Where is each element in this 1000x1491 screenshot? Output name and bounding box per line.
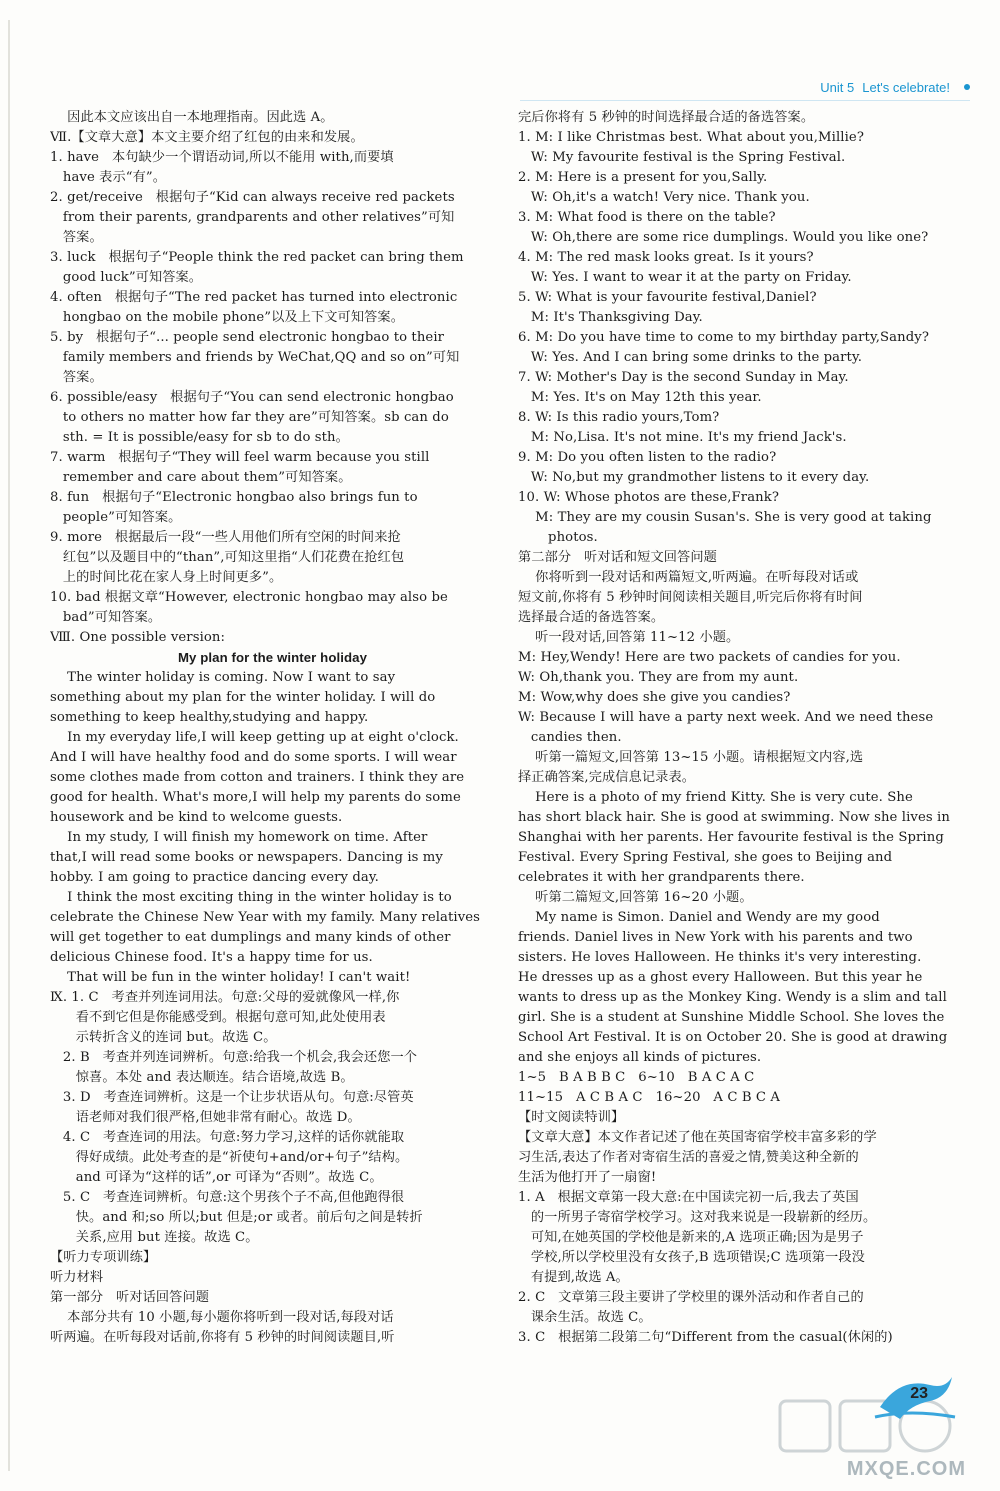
text-line: girl. She is a student at Sunshine Middle School. She loves the — [518, 1010, 945, 1025]
text-line: 5. W: What is your favourite festival,Daniel? — [518, 290, 817, 305]
text-line: My name is Simon. Daniel and Wendy are my good — [518, 910, 880, 925]
text-line: housework and be kind to welcome guests. — [50, 810, 343, 825]
text-line: 【听力专项训练】 — [50, 1250, 157, 1265]
text-line: has short black hair. She is good at swimming. Now she lives in — [518, 810, 950, 825]
text-line: and she enjoys all kinds of pictures. — [518, 1050, 762, 1065]
text-line: 课余生活。故选 C。 — [518, 1310, 652, 1325]
text-line: M: Hey,Wendy! Here are two packets of candies for you. — [518, 650, 901, 665]
text-line: 1~5 B A B B C 6~10 B A C A C — [518, 1070, 755, 1085]
text-line: and 可译为“这样的话”,or 可译为“否则”。故选 C。 — [50, 1170, 383, 1185]
text-line: something about my plan for the winter holiday. I will do — [50, 690, 436, 705]
text-line: In my everyday life,I will keep getting up at eight o'clock. — [50, 730, 459, 745]
text-line: 8. fun 根据句子“Electronic hongbao also brings fun to — [50, 490, 418, 505]
text-line: sth. = It is possible/easy for sb to do sth。 — [50, 430, 349, 445]
text-line: 本部分共有 10 小题,每小题你将听到一段对话,每段对话 — [50, 1310, 394, 1325]
text-line: 得好成绩。此处考查的是“祈使句+and/or+句子”结构。 — [50, 1150, 409, 1165]
text-line: something to keep healthy,studying and happy. — [50, 710, 369, 725]
text-line: W: Yes. I want to wear it at the party on Friday. — [518, 270, 852, 285]
text-line: W: No,but my grandmother listens to it every day. — [518, 470, 870, 485]
text-line: 2. B 考查并列连词辨析。句意:给我一个机会,我会还您一个 — [50, 1050, 418, 1065]
text-line: In my study, I will finish my homework on time. After — [50, 830, 428, 845]
text-line: 4. often 根据句子“The red packet has turned into electronic — [50, 290, 458, 305]
watermark-site: MXQE.COM — [846, 1458, 966, 1480]
text-line: 你将听到一段对话和两篇短文,听两遍。在听每段对话或 — [518, 570, 859, 585]
text-line: 可知,在她英国的学校他是新来的,A 选项正确;因为是男子 — [518, 1230, 864, 1245]
text-line: 快。and 和;so 所以;but 但是;or 或者。前后句之间是转折 — [50, 1210, 423, 1225]
text-line: Ⅷ. One possible version: — [50, 630, 226, 645]
text-line: 示转折含义的连词 but。故选 C。 — [50, 1030, 277, 1045]
text-line: 1. have 本句缺少一个谓语动词,所以不能用 with,而要填 — [50, 150, 394, 165]
text-line: 学校,所以学校里没有女孩子,B 选项错误;C 选项第一段没 — [518, 1250, 865, 1265]
header-rule — [520, 100, 970, 101]
text-line: 4. C 考查连词的用法。句意:努力学习,这样的话你就能取 — [50, 1130, 405, 1145]
text-line: to others no matter how far they are”可知答案。sb can do — [50, 410, 449, 425]
text-line: 10. W: Whose photos are these,Frank? — [518, 490, 780, 505]
text-line: M: They are my cousin Susan's. She is very good at taking — [518, 510, 932, 525]
text-line: celebrates it with her grandparents there. — [518, 870, 805, 885]
text-line: 1. M: I like Christmas best. What about you,Millie? — [518, 130, 864, 145]
text-line: 4. M: The red mask looks great. Is it yours? — [518, 250, 814, 265]
text-line: Festival. Every Spring Festival, she goes to Beijing and — [518, 850, 893, 865]
right-column — [518, 108, 964, 1348]
text-line: 2. C 文章第三段主要讲了学校里的课外活动和作者自己的 — [518, 1290, 864, 1305]
text-line: 择正确答案,完成信息记录表。 — [518, 770, 696, 785]
text-line: remember and care about them”可知答案。 — [50, 470, 352, 485]
text-line: wants to dress up as the Monkey King. Wendy is a slim and tall — [518, 990, 947, 1005]
text-line: 2. get/receive 根据句子“Kid can always receive red packets — [50, 190, 455, 205]
page-edge-shadow — [8, 20, 10, 1471]
text-line: hongbao on the mobile phone”以及上下文可知答案。 — [50, 310, 404, 325]
text-line: M: Wow,why does she give you candies? — [518, 690, 791, 705]
text-line: 5. C 考查连词辨析。句意:这个男孩个子不高,但他跑得很 — [50, 1190, 405, 1205]
text-line: 的一所男子寄宿学校学习。这对我来说是一段崭新的经历。 — [518, 1210, 877, 1225]
unit-title: Let's celebrate! — [862, 79, 950, 95]
text-line: 看不到它但是你能感受到。根据句意可知,此处使用表 — [50, 1010, 386, 1025]
text-line: He dresses up as a ghost every Halloween. But this year he — [518, 970, 923, 985]
text-line: 习生活,表达了作者对寄宿生活的喜爱之情,赞美这种全新的 — [518, 1150, 859, 1165]
text-line: 11~15 A C B A C 16~20 A C B C A — [518, 1090, 781, 1105]
text-line: 上的时间比花在家人身上时间更多”。 — [50, 570, 283, 585]
text-line: My plan for the winter holiday — [177, 650, 368, 665]
text-line: 7. warm 根据句子“They will feel warm because you still — [50, 450, 430, 465]
text-line: 红包”以及题目中的“than”,可知这里指“人们花费在抢红包 — [50, 550, 405, 565]
text-line: good for health. What's more,I will help my parents do some — [50, 790, 461, 805]
text-line: friends. Daniel lives in New York with his parents and two — [518, 930, 913, 945]
text-line: 6. M: Do you have time to come to my birthday party,Sandy? — [518, 330, 929, 345]
text-line: people”可知答案。 — [50, 510, 182, 525]
text-line: from their parents, grandparents and other relatives”可知 — [50, 210, 455, 225]
text-line: W: Oh,thank you. They are from my aunt. — [518, 670, 799, 685]
text-line: School Art Festival. It is on October 20. She is good at drawing — [518, 1030, 948, 1045]
text-line: 听第二篇短文,回答第 16~20 小题。 — [518, 890, 753, 905]
text-line: W: Because I will have a party next week. And we need these — [518, 710, 934, 725]
text-line: 因此本文应该出自一本地理指南。因此选 A。 — [50, 110, 334, 125]
text-line: W: My favourite festival is the Spring Festival. — [518, 150, 846, 165]
text-line: 听两遍。在听每段对话前,你将有 5 秒钟的时间阅读题目,听 — [50, 1330, 395, 1345]
text-line: 听第一篇短文,回答第 13~15 小题。请根据短文内容,选 — [518, 750, 864, 765]
text-line: 8. W: Is this radio yours,Tom? — [518, 410, 720, 425]
text-line: M: Yes. It's on May 12th this year. — [518, 390, 762, 405]
left-column — [50, 108, 495, 1348]
text-line: 第二部分 听对话和短文回答问题 — [518, 550, 717, 565]
unit-label: Unit 5 — [820, 79, 855, 95]
text-line: bad”可知答案。 — [50, 610, 162, 625]
text-line: 第一部分 听对话回答问题 — [50, 1290, 210, 1305]
text-line: I think the most exciting thing in the winter holiday is to — [50, 890, 452, 905]
text-line: 答案。 — [50, 230, 103, 245]
text-line: 1. A 根据文章第一段大意:在中国读完初一后,我去了英国 — [518, 1190, 859, 1205]
text-line: 9. more 根据最后一段“一些人用他们所有空闲的时间来抢 — [50, 530, 401, 545]
text-line: The winter holiday is coming. Now I want to say — [50, 670, 396, 685]
text-line: 语老师对我们很严格,但她非常有耐心。故选 D。 — [50, 1110, 361, 1125]
text-line: 短文前,你将有 5 秒钟时间阅读相关题目,听完后你将有时间 — [518, 590, 863, 605]
text-line: will get together to eat dumplings and many kinds of other — [50, 930, 451, 945]
page-number: 23 — [910, 1385, 928, 1402]
text-line: 答案。 — [50, 370, 103, 385]
text-line: W: Oh,it's a watch! Very nice. Thank you. — [518, 190, 810, 205]
text-line: family members and friends by WeChat,QQ and so on”可知 — [50, 350, 460, 365]
text-line: That will be fun in the winter holiday! I can't wait! — [50, 970, 411, 985]
text-line: M: No,Lisa. It's not mine. It's my friend Jack's. — [518, 430, 847, 445]
text-line: delicious Chinese food. It's a happy time for us. — [50, 950, 373, 965]
text-line: 惊喜。本处 and 表达顺连。结合语境,故选 B。 — [50, 1070, 354, 1085]
text-line: 生活为他打开了一扇窗! — [518, 1170, 657, 1185]
text-line: 完后你将有 5 秒钟的时间选择最合适的备选答案。 — [518, 110, 815, 125]
text-line: M: It's Thanksgiving Day. — [518, 310, 703, 325]
text-line: 2. M: Here is a present for you,Sally. — [518, 170, 768, 185]
text-line: hobby. I am going to practice dancing every day. — [50, 870, 379, 885]
text-line: Ⅶ.【文章大意】本文主要介绍了红包的由来和发展。 — [50, 130, 364, 145]
text-line: that,I will read some books or newspapers. Dancing is my — [50, 850, 443, 865]
text-line: 7. W: Mother's Day is the second Sunday in May. — [518, 370, 849, 385]
text-line: Shanghai with her parents. Her favourite festival is the Spring — [518, 830, 944, 845]
text-line: 【时文阅读特训】 — [518, 1110, 625, 1125]
text-line: 10. bad 根据文章“However, electronic hongbao may also be — [50, 590, 448, 605]
header-dot-icon — [964, 84, 970, 90]
text-line: have 表示“有”。 — [50, 170, 167, 185]
text-line: some clothes made from cotton and trainers. I think they are — [50, 770, 465, 785]
text-line: sisters. He loves Halloween. He thinks it's very interesting. — [518, 950, 922, 965]
text-line: 3. luck 根据句子“People think the red packet can bring them — [50, 250, 464, 265]
text-line: 9. M: Do you often listen to the radio? — [518, 450, 777, 465]
text-line: W: Yes. And I can bring some drinks to the party. — [518, 350, 863, 365]
text-line: good luck”可知答案。 — [50, 270, 203, 285]
text-line: celebrate the Chinese New Year with my family. Many relatives — [50, 910, 481, 925]
text-line: photos. — [518, 530, 598, 545]
text-line: 听一段对话,回答第 11~12 小题。 — [518, 630, 740, 645]
text-line: 关系,应用 but 连接。故选 C。 — [50, 1230, 259, 1245]
text-line: 3. D 考查连词辨析。这是一个让步状语从句。句意:尽管英 — [50, 1090, 414, 1105]
text-line: Here is a photo of my friend Kitty. She is very cute. She — [518, 790, 913, 805]
text-line: 选择最合适的备选答案。 — [518, 610, 665, 625]
unit-header — [820, 76, 970, 98]
text-line: 3. M: What food is there on the table? — [518, 210, 776, 225]
text-line: And I will have healthy food and do some sports. I will wear — [50, 750, 457, 765]
text-line: 有提到,故选 A。 — [518, 1270, 629, 1285]
text-line: W: Oh,there are some rice dumplings. Would you like one? — [518, 230, 929, 245]
text-line: 3. C 根据第二段第二句“Different from the casual(休闲的) — [518, 1330, 893, 1345]
text-line: 6. possible/easy 根据句子“You can send electronic hongbao — [50, 390, 454, 405]
text-line: 【文章大意】本文作者记述了他在英国寄宿学校丰富多彩的学 — [518, 1130, 877, 1145]
text-line: 听力材料 — [50, 1270, 104, 1285]
text-line: 5. by 根据句子“... people send electronic hongbao to their — [50, 330, 445, 345]
text-line: Ⅸ. 1. C 考查并列连词用法。句意:父母的爱就像风一样,你 — [50, 990, 400, 1005]
text-line: candies then. — [518, 730, 622, 745]
